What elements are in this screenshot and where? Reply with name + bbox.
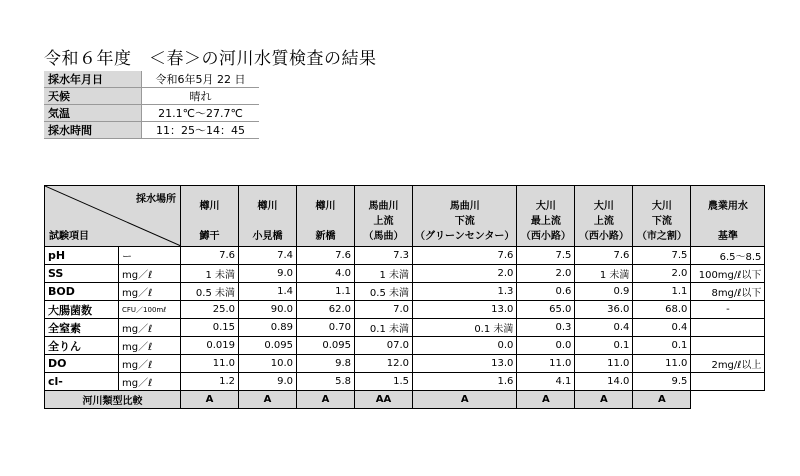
classification-value: A bbox=[517, 391, 575, 409]
classification-value: A bbox=[297, 391, 355, 409]
value-cell: 0.5 未満 bbox=[355, 283, 413, 301]
standard-header: 農業用水 基準 bbox=[691, 186, 765, 247]
value-cell: 0.15 bbox=[181, 319, 239, 337]
value-cell: 0.0 bbox=[517, 337, 575, 355]
info-row bbox=[44, 122, 259, 139]
page-title: 令和６年度 ＜春＞の河川水質検査の結果 bbox=[44, 49, 377, 69]
table-row bbox=[45, 265, 765, 283]
standard-cell: - bbox=[691, 301, 765, 319]
value-cell: 4.0 bbox=[297, 265, 355, 283]
value-cell: 0.6 bbox=[517, 283, 575, 301]
value-cell: 0.1 未満 bbox=[413, 319, 517, 337]
value-cell: 36.0 bbox=[575, 301, 633, 319]
value-cell: 68.0 bbox=[633, 301, 691, 319]
value-cell: 1 未満 bbox=[181, 265, 239, 283]
info-label: 天候 bbox=[44, 88, 142, 105]
table-row bbox=[45, 283, 765, 301]
value-cell: 11.0 bbox=[633, 355, 691, 373]
value-cell: 90.0 bbox=[239, 301, 297, 319]
table-row bbox=[45, 355, 765, 373]
site-header: 馬曲川 上流 （馬曲） bbox=[355, 186, 413, 247]
value-cell: 2.0 bbox=[517, 265, 575, 283]
table-row bbox=[45, 301, 765, 319]
standard-cell: 2mg/ℓ以上 bbox=[691, 355, 765, 373]
standard-cell bbox=[691, 337, 765, 355]
value-cell: 13.0 bbox=[413, 301, 517, 319]
unit-cell: CFU／100mℓ bbox=[119, 301, 181, 319]
corner-header bbox=[45, 186, 181, 247]
test-item: 全窒素 bbox=[45, 319, 119, 337]
test-item: cl- bbox=[45, 373, 119, 391]
info-value: 21.1℃～27.7℃ bbox=[142, 105, 260, 122]
classification-value: A bbox=[413, 391, 517, 409]
value-cell: 1.4 bbox=[239, 283, 297, 301]
value-cell: 0.5 未満 bbox=[181, 283, 239, 301]
value-cell: 1.1 bbox=[633, 283, 691, 301]
value-cell: 1 未満 bbox=[575, 265, 633, 283]
standard-cell bbox=[691, 373, 765, 391]
value-cell: 14.0 bbox=[575, 373, 633, 391]
classification-value: A bbox=[181, 391, 239, 409]
value-cell: 10.0 bbox=[239, 355, 297, 373]
unit-cell: mg／ℓ bbox=[119, 283, 181, 301]
unit-cell: mg／ℓ bbox=[119, 373, 181, 391]
unit-cell: mg／ℓ bbox=[119, 337, 181, 355]
site-axis-label: 採水場所 bbox=[136, 194, 176, 205]
value-cell: 1 未満 bbox=[355, 265, 413, 283]
value-cell: 1.2 bbox=[181, 373, 239, 391]
classification-value: A bbox=[575, 391, 633, 409]
value-cell: 7.0 bbox=[355, 301, 413, 319]
value-cell: 7.6 bbox=[413, 247, 517, 265]
value-cell: 11.0 bbox=[575, 355, 633, 373]
value-cell: 7.6 bbox=[575, 247, 633, 265]
info-label: 採水時間 bbox=[44, 122, 142, 139]
value-cell: 0.0 bbox=[413, 337, 517, 355]
value-cell: 9.0 bbox=[239, 265, 297, 283]
header-row bbox=[45, 186, 765, 247]
table-row bbox=[45, 319, 765, 337]
value-cell: 65.0 bbox=[517, 301, 575, 319]
value-cell: 0.4 bbox=[575, 319, 633, 337]
test-item: SS bbox=[45, 265, 119, 283]
table-row bbox=[45, 337, 765, 355]
value-cell: 4.1 bbox=[517, 373, 575, 391]
empty-cell bbox=[691, 391, 765, 409]
value-cell: 0.095 bbox=[297, 337, 355, 355]
test-item: 全りん bbox=[45, 337, 119, 355]
site-header: 馬曲川 下流 （グリーンセンター） bbox=[413, 186, 517, 247]
value-cell: 7.5 bbox=[517, 247, 575, 265]
unit-cell: ー bbox=[119, 247, 181, 265]
standard-cell: 6.5～8.5 bbox=[691, 247, 765, 265]
value-cell: 9.5 bbox=[633, 373, 691, 391]
value-cell: 0.3 bbox=[517, 319, 575, 337]
value-cell: 5.8 bbox=[297, 373, 355, 391]
unit-cell: mg／ℓ bbox=[119, 355, 181, 373]
value-cell: 11.0 bbox=[181, 355, 239, 373]
classification-value: A bbox=[239, 391, 297, 409]
test-item: pH bbox=[45, 247, 119, 265]
standard-cell: 100mg/ℓ以下 bbox=[691, 265, 765, 283]
info-value: 令和6年5月 22 日 bbox=[142, 71, 260, 88]
info-row bbox=[44, 88, 259, 105]
value-cell: 7.6 bbox=[181, 247, 239, 265]
value-cell: 0.1 bbox=[575, 337, 633, 355]
sampling-info-table bbox=[44, 71, 259, 139]
site-header: 大川 最上流 （西小路） bbox=[517, 186, 575, 247]
classification-value: A bbox=[633, 391, 691, 409]
site-header: 大川 下流 （市之割） bbox=[633, 186, 691, 247]
value-cell: 0.1 未満 bbox=[355, 319, 413, 337]
value-cell: 13.0 bbox=[413, 355, 517, 373]
value-cell: 1.5 bbox=[355, 373, 413, 391]
table-row bbox=[45, 373, 765, 391]
value-cell: 7.5 bbox=[633, 247, 691, 265]
value-cell: 2.0 bbox=[413, 265, 517, 283]
value-cell: 1.6 bbox=[413, 373, 517, 391]
unit-cell: mg／ℓ bbox=[119, 319, 181, 337]
value-cell: 07.0 bbox=[355, 337, 413, 355]
site-header: 樽川 小見橋 bbox=[239, 186, 297, 247]
info-value: 11：25～14：45 bbox=[142, 122, 260, 139]
unit-cell: mg／ℓ bbox=[119, 265, 181, 283]
value-cell: 7.3 bbox=[355, 247, 413, 265]
classification-label: 河川類型比較 bbox=[45, 391, 181, 409]
value-cell: 1.3 bbox=[413, 283, 517, 301]
value-cell: 0.70 bbox=[297, 319, 355, 337]
value-cell: 12.0 bbox=[355, 355, 413, 373]
value-cell: 7.4 bbox=[239, 247, 297, 265]
standard-cell: 8mg/ℓ以下 bbox=[691, 283, 765, 301]
value-cell: 0.1 bbox=[633, 337, 691, 355]
water-quality-table bbox=[44, 185, 765, 409]
value-cell: 2.0 bbox=[633, 265, 691, 283]
value-cell: 0.095 bbox=[239, 337, 297, 355]
value-cell: 62.0 bbox=[297, 301, 355, 319]
value-cell: 1.1 bbox=[297, 283, 355, 301]
info-value: 晴れ bbox=[142, 88, 260, 105]
standard-cell bbox=[691, 319, 765, 337]
value-cell: 0.89 bbox=[239, 319, 297, 337]
info-label: 気温 bbox=[44, 105, 142, 122]
info-row bbox=[44, 71, 259, 88]
value-cell: 0.019 bbox=[181, 337, 239, 355]
value-cell: 7.6 bbox=[297, 247, 355, 265]
site-header: 樽川 鱒干 bbox=[181, 186, 239, 247]
value-cell: 11.0 bbox=[517, 355, 575, 373]
classification-row bbox=[45, 391, 765, 409]
value-cell: 25.0 bbox=[181, 301, 239, 319]
classification-value: AA bbox=[355, 391, 413, 409]
test-item: 大腸菌数 bbox=[45, 301, 119, 319]
info-row bbox=[44, 105, 259, 122]
info-label: 採水年月日 bbox=[44, 71, 142, 88]
value-cell: 9.8 bbox=[297, 355, 355, 373]
site-header: 大川 上流 （西小路） bbox=[575, 186, 633, 247]
value-cell: 9.0 bbox=[239, 373, 297, 391]
value-cell: 0.9 bbox=[575, 283, 633, 301]
item-axis-label: 試験項目 bbox=[49, 231, 89, 242]
site-header: 樽川 新橋 bbox=[297, 186, 355, 247]
test-item: DO bbox=[45, 355, 119, 373]
test-item: BOD bbox=[45, 283, 119, 301]
value-cell: 0.4 bbox=[633, 319, 691, 337]
table-row bbox=[45, 247, 765, 265]
